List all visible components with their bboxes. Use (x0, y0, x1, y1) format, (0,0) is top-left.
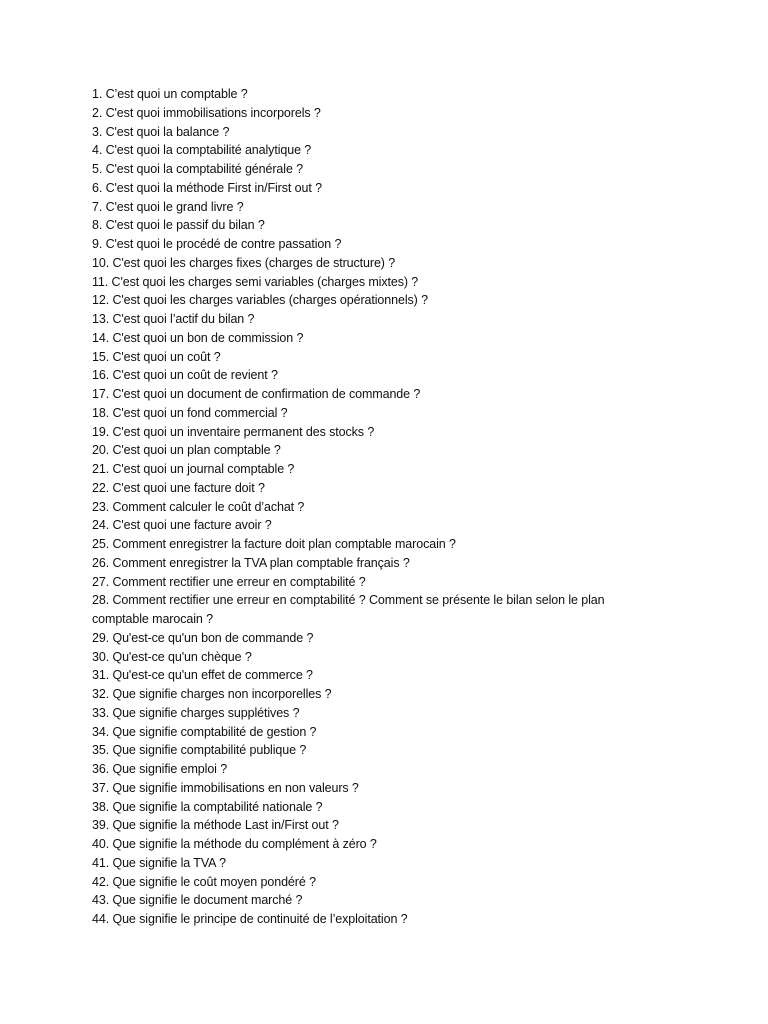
list-item: 21. C'est quoi un journal comptable ? (92, 462, 295, 476)
list-item: 5. C'est quoi la comptabilité générale ? (92, 162, 304, 176)
list-item: 10. C'est quoi les charges fixes (charges de structure) ? (92, 255, 396, 270)
list-item: 27. Comment rectifier une erreur en comptabilité ? (92, 574, 366, 589)
list-item: 1. C’est quoi un comptable ? (92, 87, 248, 101)
list-item: 24. C'est quoi une facture avoir ? (92, 518, 272, 533)
list-item: 30. Qu'est-ce qu'un chèque ? (92, 649, 252, 664)
list-item: 28. Comment rectifier une erreur en comptabilité ? Comment se présente le bilan selon le plan comptable marocain ? (92, 593, 605, 626)
list-item: 40. Que signifie la méthode du complément à zéro ? (92, 837, 377, 851)
list-item: 38. Que signifie la comptabilité nationale ? (92, 799, 323, 814)
list-item: 2. C'est quoi immobilisations incorporels ? (92, 105, 321, 120)
list-item: 6. C'est quoi la méthode First in/First out ? (92, 180, 322, 195)
list-item: 17. C'est quoi un document de confirmation de commande ? (92, 387, 421, 401)
list-item: 36. Que signifie emploi ? (92, 762, 228, 776)
list-item: 9. C'est quoi le procédé de contre passation ? (92, 237, 342, 251)
list-item: 41. Que signifie la TVA ? (92, 855, 226, 870)
list-item: 33. Que signifie charges supplétives ? (92, 705, 300, 720)
question-list (92, 85, 652, 929)
list-item: 23. Comment calculer le coût d’achat ? (92, 499, 305, 514)
list-item: 15. C'est quoi un coût ? (92, 349, 221, 364)
list-item: 7. C'est quoi le grand livre ? (92, 199, 244, 214)
list-item: 35. Que signifie comptabilité publique ? (92, 743, 307, 758)
list-item: 31. Qu'est-ce qu'un effet de commerce ? (92, 668, 313, 683)
list-item: 11. C'est quoi les charges semi variables (charges mixtes) ? (92, 274, 419, 289)
list-item: 37. Que signifie immobilisations en non valeurs ? (92, 780, 359, 795)
list-item: 14. C'est quoi un bon de commission ? (92, 330, 304, 345)
list-item: 4. C'est quoi la comptabilité analytique ? (92, 143, 312, 158)
list-item: 26. Comment enregistrer la TVA plan comptable français ? (92, 555, 410, 570)
list-item: 44. Que signifie le principe de continuité de l’exploitation ? (92, 912, 408, 926)
list-item: 29. Qu'est-ce qu'un bon de commande ? (92, 630, 314, 645)
list-item: 3. C'est quoi la balance ? (92, 124, 230, 139)
list-item: 18. C'est quoi un fond commercial ? (92, 405, 288, 420)
list-item: 39. Que signifie la méthode Last in/First out ? (92, 818, 339, 833)
list-item: 19. C'est quoi un inventaire permanent des stocks ? (92, 424, 375, 439)
list-item: 43. Que signifie le document marché ? (92, 893, 303, 908)
list-item: 12. C'est quoi les charges variables (charges opérationnels) ? (92, 293, 428, 308)
list-item: 22. C'est quoi une facture doit ? (92, 480, 265, 495)
list-item: 20. C'est quoi un plan comptable ? (92, 443, 281, 458)
list-item: 42. Que signifie le coût moyen pondéré ? (92, 874, 316, 889)
list-item: 16. C'est quoi un coût de revient ? (92, 368, 278, 383)
list-item: 13. C'est quoi l’actif du bilan ? (92, 312, 255, 326)
list-item: 32. Que signifie charges non incorporelles ? (92, 687, 332, 701)
list-item: 25. Comment enregistrer la facture doit plan comptable marocain ? (92, 537, 456, 551)
list-item: 8. C'est quoi le passif du bilan ? (92, 218, 265, 233)
list-item: 34. Que signifie comptabilité de gestion ? (92, 724, 317, 739)
